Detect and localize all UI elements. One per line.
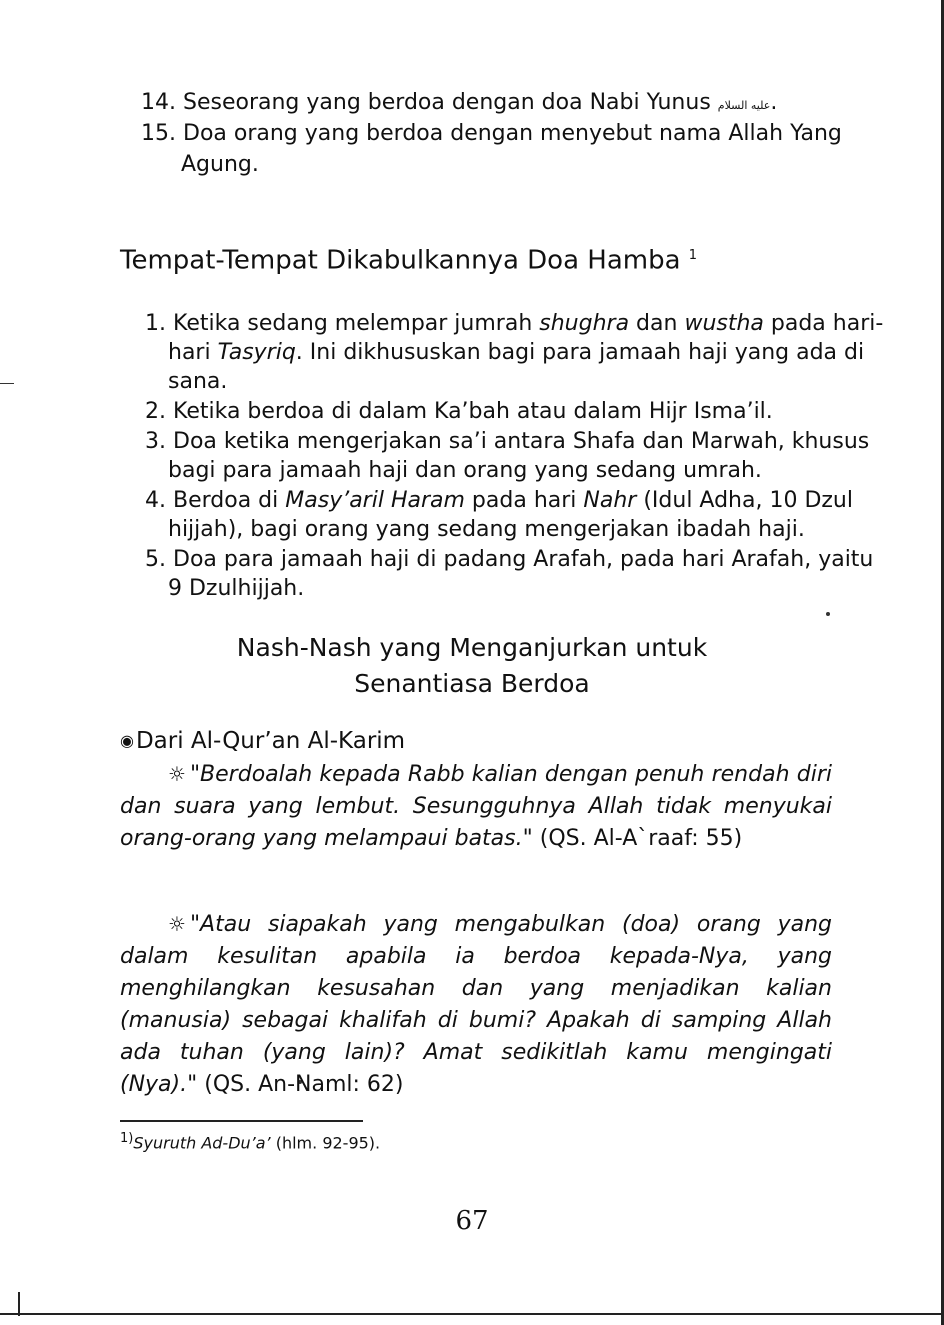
bullet-icon: ◉	[120, 731, 134, 750]
item-text: Doa orang yang berdoa dengan menyebut nama Allah Yang	[183, 121, 842, 146]
page-number: 67	[455, 1206, 489, 1236]
list-item	[141, 119, 842, 149]
list-item-continuation: 9 Dzulhijjah.	[168, 576, 305, 601]
quote-icon: ☼	[168, 762, 186, 786]
list-item-continuation: Agung.	[181, 152, 259, 177]
item-number: 3.	[145, 429, 166, 454]
quote-text: "Atau siapakah yang mengabulkan (doa) orang yang dalam kesulitan apabila ia berdoa kepada-Nya, yang menghilangkan kesusahan dan yang menjadikan kalian (manusia) sebagai khalifah di bumi? Apakah di samping Allah ada tuhan (yang lain)? Amat sedikitlah kamu mengingati (Nya)."	[120, 912, 832, 1097]
scan-speck	[826, 612, 830, 616]
list-item-continuation: hari Tasyriq. Ini dikhususkan bagi para jamaah haji yang ada di	[168, 340, 865, 365]
section-heading: Tempat-Tempat Dikabulkannya Doa Hamba $^1$	[120, 245, 698, 276]
honorific-glyph: عليه السلام	[717, 99, 771, 112]
footnote: $^{1)}$Syuruth Ad-Du’a’ (hlm. 92-95).	[120, 1131, 381, 1153]
quote-paragraph	[120, 908, 832, 1101]
quote-icon: ☼	[168, 912, 186, 936]
quote-paragraph	[120, 758, 832, 855]
list-item: 2. Ketika berdoa di dalam Ka’bah atau dalam Hijr Isma’il.	[145, 399, 773, 424]
item-text: Seseorang yang berdoa dengan doa Nabi Yunus	[183, 90, 711, 115]
scan-edge-bottom	[0, 1313, 944, 1315]
list-item: 14. Seseorang yang berdoa dengan doa Nabi Yunus عليه السلام.	[141, 90, 778, 115]
item-number: 5.	[145, 547, 166, 572]
quote-reference: (QS. An-Naml: 62)	[197, 1072, 404, 1097]
list-item-continuation: bagi para jamaah haji dan orang yang sedang umrah.	[168, 458, 762, 483]
subheading: ◉Dari Al-Qur’an Al-Karim	[120, 728, 406, 754]
nash-title-line2: Senantiasa Berdoa	[354, 669, 590, 698]
footnote-reference: 1	[688, 248, 698, 263]
scan-corner-mark	[18, 1292, 20, 1316]
list-item-continuation: hijjah), bagi orang yang sedang mengerjakan ibadah haji.	[168, 517, 805, 542]
list-item: 1. Ketika sedang melempar jumrah shughra dan wustha pada hari-	[145, 311, 884, 336]
item-number: 14.	[141, 90, 176, 115]
item-number: 2.	[145, 399, 166, 424]
nash-title-line1: Nash-Nash yang Menganjurkan untuk	[236, 633, 708, 662]
footnote-rule	[120, 1120, 363, 1122]
scan-margin-mark	[0, 383, 14, 384]
list-item-continuation: sana.	[168, 369, 228, 394]
item-number: 1.	[145, 311, 166, 336]
footnote-marker: 1)	[120, 1131, 134, 1146]
item-number: 15.	[141, 121, 176, 146]
item-number: 4.	[145, 488, 166, 513]
list-item: 5. Doa para jamaah haji di padang Arafah, pada hari Arafah, yaitu	[145, 547, 874, 572]
quote-text: "Berdoalah kepada Rabb kalian dengan penuh rendah diri dan suara yang lembut. Sesungguhnya Allah tidak menyukai orang-orang yang melampaui batas."	[120, 762, 832, 851]
list-item: 4. Berdoa di Masy’aril Haram pada hari Nahr (Idul Adha, 10 Dzul	[145, 488, 853, 513]
list-item: 3. Doa ketika mengerjakan sa’i antara Shafa dan Marwah, khusus	[145, 429, 870, 454]
quote-reference: (QS. Al-A`raaf: 55)	[532, 826, 743, 851]
